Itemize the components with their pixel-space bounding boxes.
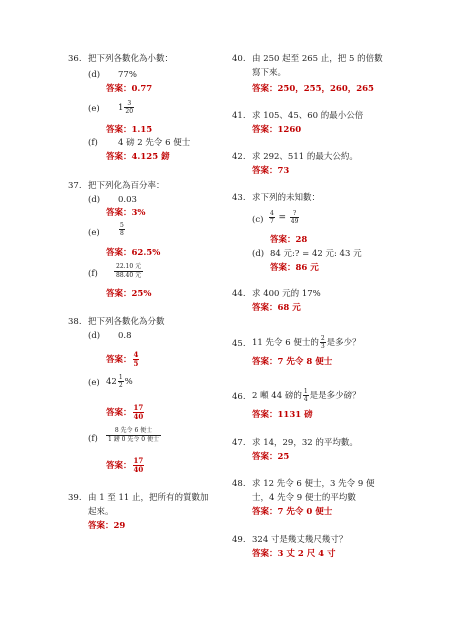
fraction: 8 先令 6 便士 1 鎊 0 先令 0 便士 xyxy=(108,427,159,443)
question-text: 求 292、511 的最大公約。 xyxy=(252,152,358,162)
answer: 答案：7 先令 0 便士 xyxy=(252,507,333,517)
question-text: 把下列化為百分率： xyxy=(88,181,165,191)
fraction: 22.10 元 88.40 元 xyxy=(116,263,142,279)
answer: 答案：3% xyxy=(106,208,146,218)
fraction: $\frac{5}{8}$ xyxy=(120,222,124,237)
question-number: 43. xyxy=(232,193,246,203)
answer: 答案： $\frac{4}{5}$ xyxy=(106,350,139,368)
question-text: 求下列的未知數： xyxy=(252,193,321,203)
answer: 答案：73 xyxy=(252,166,290,176)
answer: 答案： $\frac{17}{40}$ xyxy=(106,403,144,421)
whole-part: 1 xyxy=(118,103,124,113)
mixed-number: 42 $\frac{1}{2}$ % xyxy=(106,374,133,389)
question-number: 42. xyxy=(232,152,246,162)
question-number: 45. xyxy=(232,339,246,349)
question-number: 40. xyxy=(232,54,246,64)
answer: 答案：62.5% xyxy=(106,248,161,258)
sub-value: 0.8 xyxy=(118,331,132,341)
answer: 答案：1.15 xyxy=(106,125,153,135)
question-text-line1: 求 12 先令 6 便士，3 先令 9 便 xyxy=(252,479,375,489)
question-text-line2: 士，4 先令 9 便士的平均數 xyxy=(252,493,356,503)
sub-label: (e) xyxy=(88,104,100,114)
question-text: 2 噸 44 磅的 $\frac{1}{4}$ 是是多少磅？ xyxy=(252,388,361,403)
sub-label: (f) xyxy=(88,269,98,279)
question-text-line1: 由 250 起至 265 止，把 5 的倍數 xyxy=(252,54,383,64)
question-text: 求 400 元的 17% xyxy=(252,289,321,299)
answer: 答案：7 先令 8 便士 xyxy=(252,357,333,367)
answer: 答案：250，255，260，265 xyxy=(252,84,374,94)
sub-label: (d) xyxy=(88,331,101,341)
sub-value: 4 磅 2 先令 6 便士 xyxy=(118,138,191,148)
fraction: $\frac{3}{20}$ xyxy=(125,100,134,115)
mixed-number xyxy=(118,100,135,115)
question-number: 48. xyxy=(232,479,246,489)
sub-label: (f) xyxy=(88,434,98,444)
question-number: 47. xyxy=(232,438,246,448)
answer: 答案：0.77 xyxy=(106,84,153,94)
sub-label: (d) xyxy=(88,195,101,205)
answer: 答案：4.125 鎊 xyxy=(106,152,170,162)
question-number: 36. xyxy=(68,54,82,64)
question-number: 41. xyxy=(232,111,246,121)
sub-label: (c) xyxy=(252,215,264,225)
answer: 答案：68 元 xyxy=(252,303,301,313)
answer: 答案： $\frac{17}{40}$ xyxy=(106,456,144,474)
answer: 答案：86 元 xyxy=(270,263,319,273)
question-text: 把下列各數化為分數 xyxy=(88,317,165,327)
sub-label: (e) xyxy=(88,378,100,388)
question-text: 求 14，29，32 的平均數。 xyxy=(252,438,358,448)
question-number: 44. xyxy=(232,289,246,299)
sub-value: 0.03 xyxy=(118,195,137,205)
answer: 答案：25% xyxy=(106,289,152,299)
question-number: 38. xyxy=(68,317,82,327)
sub-label: (d) xyxy=(252,249,265,259)
question-text-line2: 寫下來。 xyxy=(252,68,287,78)
sub-label: (f) xyxy=(88,138,98,148)
question-number: 46. xyxy=(232,392,246,402)
question-text: 11 先令 6 便士的 $\frac{2}{3}$ 是多少？ xyxy=(252,335,361,350)
answer: 答案：1260 xyxy=(252,125,302,135)
question-text-line2: 起來。 xyxy=(88,507,114,517)
question-number: 39. xyxy=(68,493,82,503)
question-text: 324 寸是幾丈幾尺幾寸？ xyxy=(252,535,348,545)
sub-label: (e) xyxy=(88,228,100,238)
answer: 答案：29 xyxy=(88,521,126,531)
sub-value: 77% xyxy=(118,70,137,80)
question-text-line1: 由 1 至 11 止，把所有的質數加 xyxy=(88,493,209,503)
question-text: 求 105、45、60 的最小公倍 xyxy=(252,111,364,121)
question-text: 把下列各數化為小數： xyxy=(88,54,174,64)
sub-value: 84 元:? = 42 元: 43 元 xyxy=(270,249,362,259)
equation: $\frac{4}{7}$ = $\frac{?}{49}$ xyxy=(270,210,299,225)
question-number: 37. xyxy=(68,181,82,191)
answer: 答案：28 xyxy=(270,235,308,245)
answer: 答案：3 丈 2 尺 4 寸 xyxy=(252,549,336,559)
sub-label: (d) xyxy=(88,70,101,80)
answer: 答案：1131 磅 xyxy=(252,410,313,420)
question-number: 49. xyxy=(232,535,246,545)
answer: 答案：25 xyxy=(252,452,290,462)
